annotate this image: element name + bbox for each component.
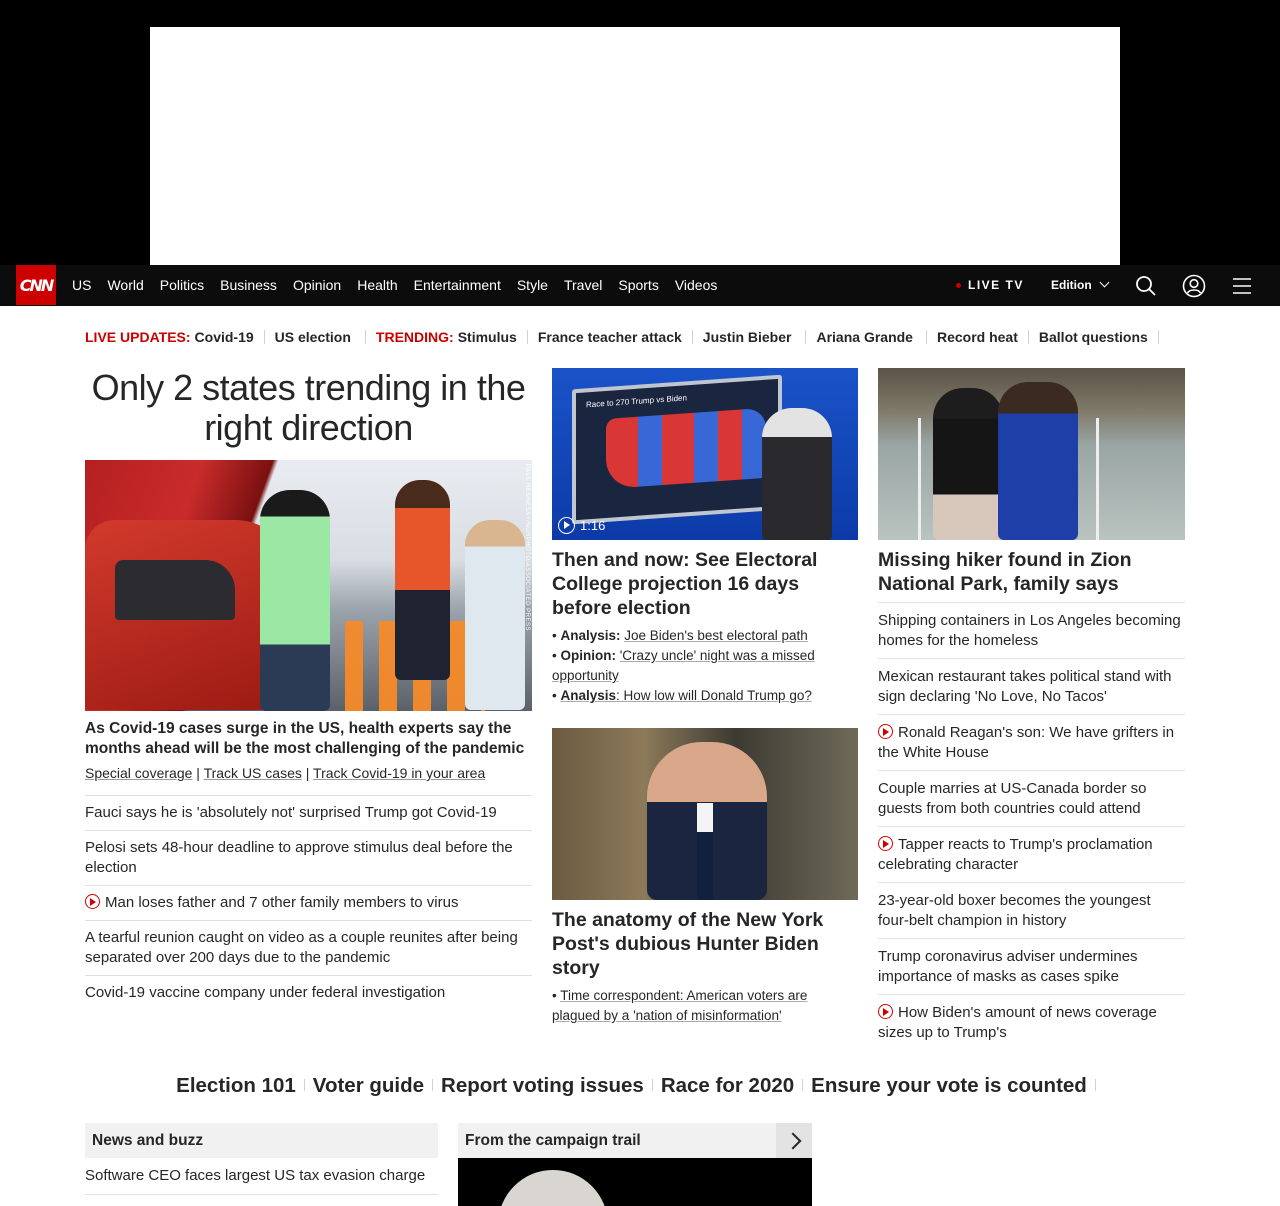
divider <box>1095 1079 1096 1091</box>
lead-headline[interactable]: As Covid-19 cases surge in the US, health experts say the months ahead will be the most challenging of the pandemic <box>85 720 525 757</box>
campaign-trail-header <box>458 1123 812 1158</box>
track-us-cases-link[interactable]: Track US cases <box>203 765 302 781</box>
link-prefix: Opinion: <box>560 648 616 663</box>
list-item-text: How Biden's amount of news coverage sizes up to Trump's <box>878 1004 1157 1041</box>
health-worker-figure <box>395 480 450 680</box>
trend-item-bieber[interactable]: Justin Bieber <box>702 329 792 345</box>
election-101-link[interactable]: Election 101 <box>176 1074 296 1097</box>
lead-related-links: Special coverage | Track US cases | Track Covid-19 in your area <box>85 765 486 781</box>
nav-link-world[interactable]: World <box>107 277 144 293</box>
live-tv-label: LIVE TV <box>968 278 1024 292</box>
play-icon <box>558 517 575 534</box>
list-item[interactable] <box>85 921 532 976</box>
middle-column <box>552 368 858 1026</box>
person-figure <box>933 388 1003 540</box>
card-related-links <box>552 626 858 706</box>
electoral-map <box>606 408 766 489</box>
health-worker-figure <box>465 520 525 710</box>
nav-link-videos[interactable]: Videos <box>674 277 718 293</box>
link-text: 'Crazy uncle' night was a missed opportunity <box>552 648 815 683</box>
link-prefix: Analysis: <box>560 628 621 643</box>
divider <box>1028 330 1029 344</box>
campaign-trail-title: From the campaign trail <box>465 1132 641 1149</box>
search-icon[interactable] <box>1134 274 1158 298</box>
chevron-right-icon[interactable] <box>776 1123 812 1158</box>
nav-link-business[interactable]: Business <box>220 277 277 293</box>
trend-item-covid[interactable]: Covid-19 <box>194 329 254 345</box>
edition-label: Edition <box>1051 278 1092 292</box>
list-item-text: Tapper reacts to Trump's proclamation celebrating character <box>878 836 1153 873</box>
list-item[interactable] <box>878 659 1185 715</box>
list-item[interactable] <box>878 715 1185 771</box>
divider <box>1158 330 1159 344</box>
divider <box>527 330 528 344</box>
report-voting-issues-link[interactable]: Report voting issues <box>441 1074 644 1097</box>
anchor-figure <box>762 408 832 540</box>
health-worker-figure <box>260 490 330 711</box>
list-item-text: Mexican restaurant takes political stand with sign declaring 'No Love, No Tacos' <box>878 668 1172 705</box>
video-duration <box>558 517 605 534</box>
hunter-biden-photo[interactable] <box>552 728 858 900</box>
divider <box>264 330 265 344</box>
related-link[interactable]: • Analysis: How low will Donald Trump go? <box>552 688 812 703</box>
list-item[interactable] <box>85 831 532 886</box>
trend-item-france[interactable]: France teacher attack <box>537 329 682 345</box>
divider <box>692 330 693 344</box>
trending-bar <box>85 327 1169 347</box>
nav-link-travel[interactable]: Travel <box>563 277 603 293</box>
live-tv-button[interactable] <box>956 265 1024 306</box>
card-headline[interactable]: The anatomy of the New York Post's dubious Hunter Biden story <box>552 909 824 979</box>
trend-item-stimulus[interactable]: Stimulus <box>457 329 517 345</box>
divider <box>365 330 366 344</box>
person-figure <box>498 1170 608 1206</box>
list-item[interactable] <box>878 603 1185 659</box>
news-and-buzz-header: News and buzz <box>85 1123 438 1158</box>
lead-story-list <box>85 795 532 1010</box>
nav-link-sports[interactable]: Sports <box>618 277 659 293</box>
related-link[interactable]: • Opinion: 'Crazy uncle' night was a missed opportunity <box>552 648 815 683</box>
nav-link-opinion[interactable]: Opinion <box>292 277 342 293</box>
live-updates-label: LIVE UPDATES: <box>85 329 191 345</box>
list-item[interactable] <box>878 939 1185 995</box>
list-item-text: Pelosi sets 48-hour deadline to approve stimulus deal before the election <box>85 839 513 876</box>
divider <box>652 1079 653 1091</box>
nav-link-us[interactable]: US <box>72 277 92 293</box>
related-link[interactable]: • Time correspondent: American voters are plagued by a 'nation of misinformation' <box>552 988 808 1023</box>
list-item-text: Couple marries at US-Canada border so guests from both countries could attend <box>878 780 1147 817</box>
top-ad-band <box>0 0 1280 265</box>
tie-shape <box>697 803 713 900</box>
electoral-video-thumbnail[interactable] <box>552 368 858 540</box>
divider <box>926 330 927 344</box>
list-item-text: Fauci says he is 'absolutely not' surprised Trump got Covid-19 <box>85 804 497 821</box>
nav-links <box>64 265 725 306</box>
hiking-pole <box>918 418 921 540</box>
zion-hiker-photo[interactable] <box>878 368 1185 540</box>
voter-guide-link[interactable]: Voter guide <box>312 1074 425 1097</box>
link-text: Joe Biden's best electoral path <box>624 628 808 643</box>
list-item[interactable] <box>878 771 1185 827</box>
person-figure <box>998 382 1078 540</box>
special-coverage-link[interactable]: Special coverage <box>85 765 193 781</box>
live-dot-icon <box>956 283 961 288</box>
nav-link-entertainment[interactable]: Entertainment <box>413 277 501 293</box>
list-item[interactable] <box>878 883 1185 939</box>
trend-item-ariana[interactable]: Ariana Grande <box>816 329 913 345</box>
list-item[interactable] <box>85 886 532 921</box>
card-headline[interactable]: Missing hiker found in Zion National Park, family says <box>878 549 1132 595</box>
right-column <box>878 368 1185 1050</box>
list-item-text: Trump coronavirus adviser undermines importance of masks as cases spike <box>878 948 1138 985</box>
list-item-text: A tearful reunion caught on video as a couple reunites after being separated over 200 days due to the pandemic <box>85 929 518 966</box>
list-item[interactable] <box>85 976 532 1010</box>
list-item-text: Shipping containers in Los Angeles becoming homes for the homeless <box>878 612 1181 649</box>
video-play-icon <box>85 894 100 909</box>
divider <box>432 1079 433 1091</box>
advertisement-slot[interactable] <box>150 27 1120 265</box>
divider <box>802 1079 803 1091</box>
lead-column <box>85 368 532 1010</box>
main-nav <box>0 265 1280 306</box>
news-list-item[interactable]: Software CEO faces largest US tax evasion charge <box>85 1158 438 1195</box>
link-prefix: Analysis <box>560 688 617 703</box>
link-text: Time correspondent: American voters are plagued by a 'nation of misinformation' <box>552 988 808 1023</box>
nav-link-politics[interactable]: Politics <box>159 277 205 293</box>
card-related-links <box>552 986 858 1026</box>
divider <box>304 1079 305 1091</box>
map-label: Race to 270 Trump vs Biden <box>586 393 687 410</box>
list-item[interactable] <box>878 827 1185 883</box>
trending-label: TRENDING: <box>375 329 454 345</box>
hiking-pole <box>1096 418 1099 540</box>
election-links-bar <box>0 1074 1280 1098</box>
edition-selector[interactable] <box>1051 265 1108 306</box>
list-item[interactable] <box>878 995 1185 1050</box>
race-for-2020-link[interactable]: Race for 2020 <box>660 1074 795 1097</box>
list-item-text: 23-year-old boxer becomes the youngest four-belt champion in history <box>878 892 1151 929</box>
list-item-text: Man loses father and 7 other family members to virus <box>105 894 459 911</box>
chevron-down-icon <box>1099 278 1109 288</box>
divider <box>805 330 806 344</box>
trend-item-ballot[interactable]: Ballot questions <box>1038 329 1148 345</box>
car-window <box>115 560 235 620</box>
ensure-vote-counted-link[interactable]: Ensure your vote is counted <box>811 1074 1087 1097</box>
cnn-logo[interactable]: CNN <box>16 265 56 305</box>
nav-link-style[interactable]: Style <box>516 277 548 293</box>
video-duration-text: 1:16 <box>580 518 606 533</box>
tv-screen <box>572 375 782 525</box>
video-play-icon <box>878 724 893 739</box>
track-covid-area-link[interactable]: Track Covid-19 in your area <box>313 765 486 781</box>
nav-link-health[interactable]: Health <box>357 277 398 293</box>
link-text: : How low will Donald Trump go? <box>616 688 812 703</box>
menu-icon[interactable] <box>1230 274 1254 298</box>
video-play-icon <box>878 1004 893 1019</box>
trend-item-us-election[interactable]: US election <box>274 329 351 345</box>
banner-headline[interactable]: Only 2 states trending in the right direction <box>91 367 526 448</box>
list-item-text: Covid-19 vaccine company under federal investigation <box>85 984 446 1001</box>
right-story-list <box>878 602 1185 1050</box>
video-play-icon <box>878 836 893 851</box>
list-item[interactable] <box>85 796 532 831</box>
campaign-trail-photo[interactable] <box>458 1158 812 1206</box>
card-headline[interactable]: Then and now: See Electoral College projection 16 days before election <box>552 549 818 619</box>
trend-item-heat[interactable]: Record heat <box>936 329 1018 345</box>
photo-credit: PAUL HENNESSY/NURPHOTO/ASSOCIATED PRESS <box>524 464 530 631</box>
list-item-text: Ronald Reagan's son: We have grifters in the White House <box>878 724 1175 761</box>
lead-photo[interactable] <box>85 460 532 711</box>
related-link[interactable]: • Analysis: Joe Biden's best electoral path <box>552 628 808 643</box>
account-icon[interactable] <box>1182 274 1206 298</box>
